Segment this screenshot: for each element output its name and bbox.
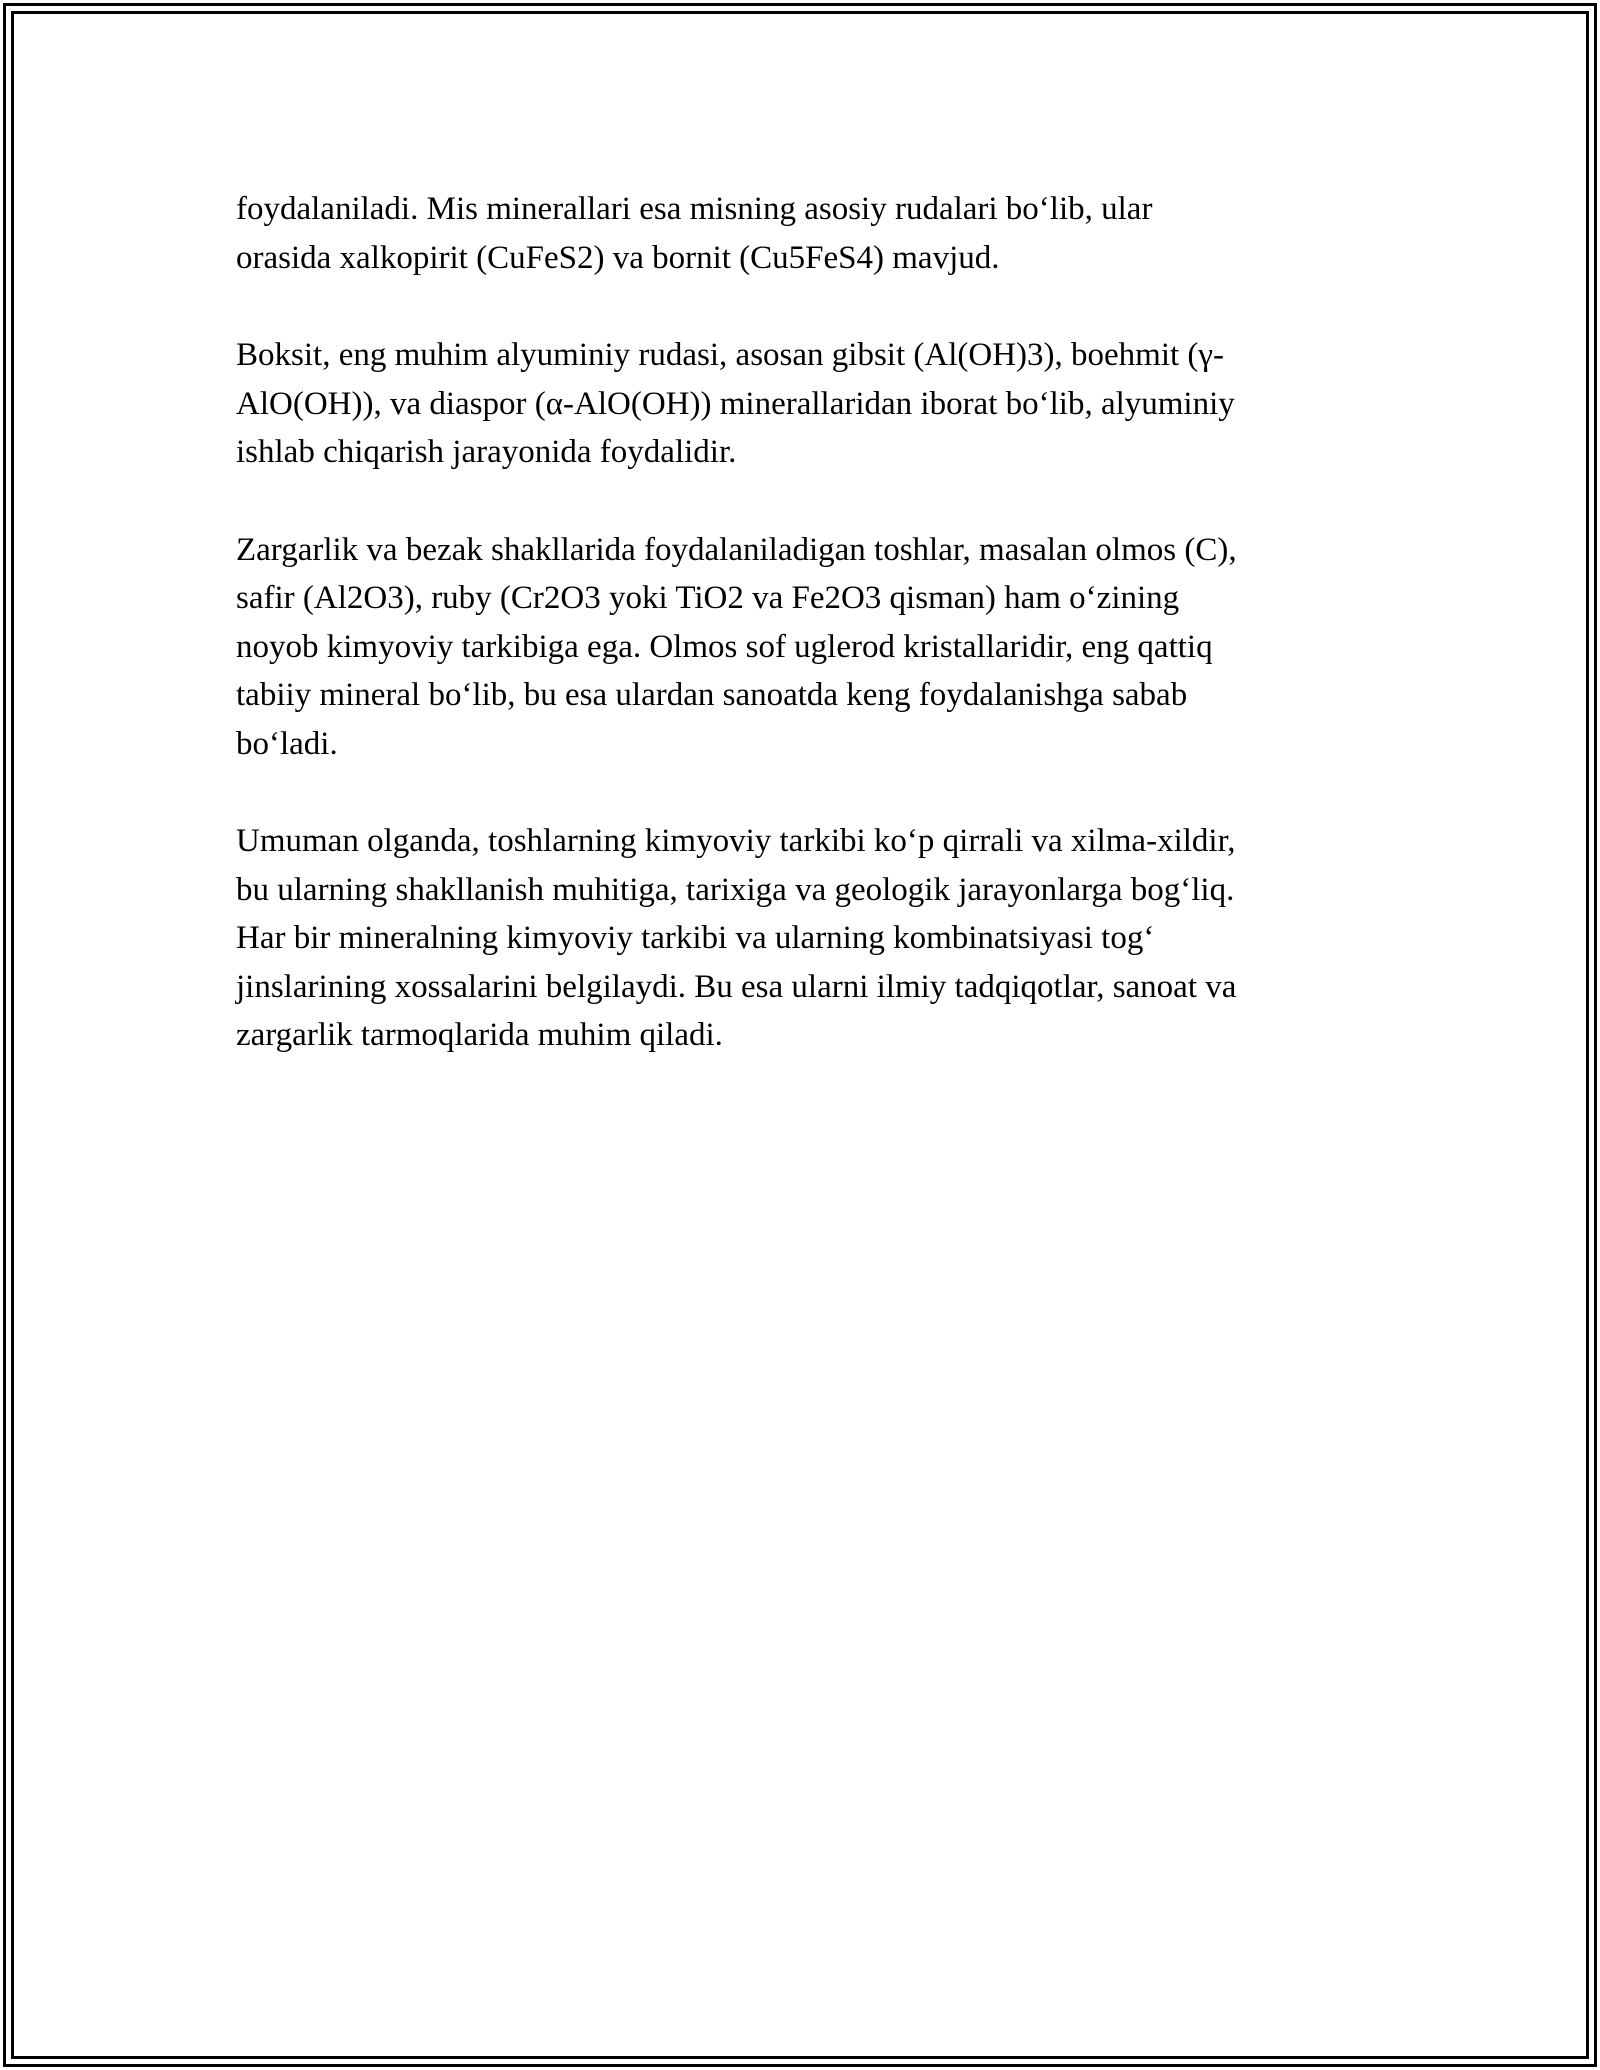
text-line: safir (Al2O3), ruby (Cr2O3 yoki TiO2 va Fe2O3 qisman) ham o‘zining: [236, 580, 1180, 616]
document-body: [236, 185, 1356, 1109]
text-line: orasida xalkopirit (CuFeS2) va bornit (Cu5FeS4) mavjud.: [236, 239, 1000, 276]
text-line: zargarlik tarmoqlarida muhim qiladi.: [236, 1017, 723, 1053]
text-line: ishlab chiqarish jarayonida foydalidir.: [236, 434, 737, 470]
text-line: Umuman olganda, toshlarning kimyoviy tarkibi ko‘p qirrali va xilma-xildir,: [236, 823, 1236, 859]
paragraph-gemstones: [236, 526, 1356, 769]
paragraph-copper-minerals: [236, 185, 1356, 282]
text-line: Boksit, eng muhim alyuminiy rudasi, asosan gibsit (Al(OH)3), boehmit (γ-: [236, 337, 1224, 373]
text-line: noyob kimyoviy tarkibiga ega. Olmos sof uglerod kristallaridir, eng qattiq: [236, 628, 1213, 665]
text-line: AlO(OH)), va diaspor (α-AlO(OH)) minerallaridan iborat bo‘lib, alyuminiy: [236, 385, 1235, 422]
paragraph-bauxite: [236, 331, 1356, 477]
text-line: jinslarining xossalarini belgilaydi. Bu esa ularni ilmiy tadqiqotlar, sanoat va: [236, 968, 1237, 1005]
text-line: foydalaniladi. Mis minerallari esa misning asosiy rudalari bo‘lib, ular: [236, 191, 1153, 227]
text-line: bu ularning shakllanish muhitiga, tarixiga va geologik jarayonlarga bog‘liq.: [236, 871, 1235, 908]
text-line: bo‘ladi.: [236, 725, 338, 762]
paragraph-conclusion: [236, 817, 1356, 1060]
text-line: tabiiy mineral bo‘lib, bu esa ulardan sanoatda keng foydalanishga sabab: [236, 677, 1188, 713]
text-line: Zargarlik va bezak shakllarida foydalaniladigan toshlar, masalan olmos (C),: [236, 531, 1237, 568]
text-line: Har bir mineralning kimyoviy tarkibi va ularning kombinatsiyasi tog‘: [236, 920, 1155, 956]
